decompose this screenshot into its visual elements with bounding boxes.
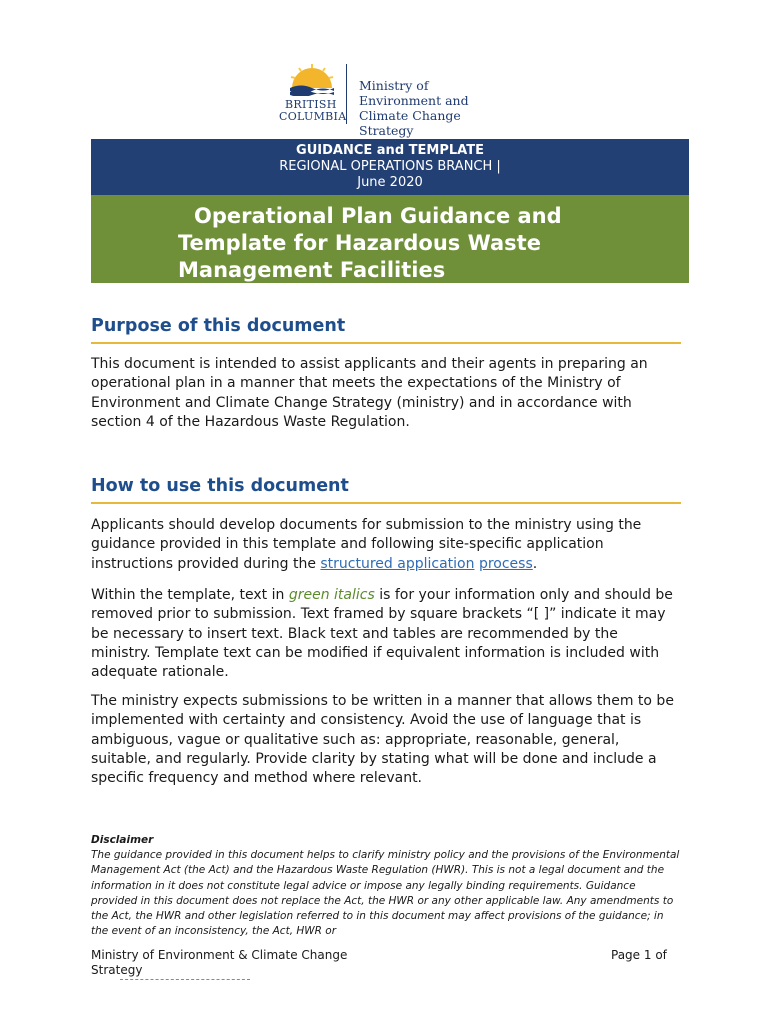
- bc-sun-emblem-icon: [287, 62, 337, 96]
- guidance-banner: [91, 139, 689, 195]
- disclaimer-block: [91, 833, 681, 939]
- howto-paragraph-2: [91, 586, 681, 682]
- footer-ministry: Ministry of Environment & Climate Change Strategy: [91, 948, 348, 977]
- title-banner: [91, 195, 689, 283]
- howto-paragraph-3: The ministry expects submissions to be written in a manner that allows them to be implemented with certainty and consistency. Avoid the use of language that is ambiguous, vague or qualitative such as: appropriate, reasonable, general, suitable, and regularly. Provide clarity by stating what will be done and include a specific frequency and method where relevant.: [91, 693, 674, 787]
- title-line-2: Template for Hazardous Waste: [178, 231, 541, 255]
- howto-heading-rule: [91, 502, 681, 504]
- howto-paragraph-1: [91, 516, 681, 574]
- howto-p1-text: Applicants should develop documents for submission to the ministry using the guidance provided in this template and following site-specific application instructions provided during the: [91, 517, 642, 572]
- title-line-1: Operational Plan Guidance and: [194, 204, 562, 228]
- ministry-name-line-3: Climate Change Strategy: [359, 108, 461, 138]
- footer-page-number: Page 1 of: [611, 948, 667, 962]
- document-title: [178, 203, 678, 284]
- banner-date: June 2020: [357, 175, 423, 190]
- howto-p2-rest: is for your information only and should be removed prior to submission. Text framed by square brackets “[ ]” indicate it may be necessary to insert text. Black text and tables are recommended by the ministry. Template text can be modified if equivalent information is included with adequate rationale.: [91, 587, 673, 681]
- structured-application-link[interactable]: structured application: [320, 555, 475, 572]
- bc-word-british: BRITISH: [285, 98, 337, 111]
- ministry-name-line-2: Environment and: [359, 93, 469, 108]
- banner-branch: REGIONAL OPERATIONS BRANCH |: [279, 159, 501, 174]
- disclaimer-heading: Disclaimer: [91, 834, 154, 846]
- logo-divider: [346, 64, 347, 124]
- green-italics-sample: green italics: [288, 587, 375, 603]
- howto-p1-end: .: [532, 555, 538, 572]
- footer-cutoff-line: [120, 979, 250, 984]
- banner-doc-type: GUIDANCE and TEMPLATE: [296, 143, 484, 158]
- disclaimer-text: The guidance provided in this document helps to clarify ministry policy and the provisions of the Environmental Management Act (the Act) and the Hazardous Waste Regulation (HWR). This is not a legal document and the information in it does not constitute legal advice or impose any legally binding requirements. Guidance provided in this document does not replace the Act, the HWR or any other applicable law. Any amendments to the Act, the HWR and other legislation referred to in this document may affect provisions of the guidance; in the event of an inconsistency, the Act, HWR or: [91, 849, 680, 938]
- howto-heading: How to use this document: [91, 476, 349, 496]
- purpose-paragraph: This document is intended to assist applicants and their agents in preparing an operational plan in a manner that meets the expectations of the Ministry of Environment and Climate Change Strategy (ministry) and in accordance with section 4 of the Hazardous Waste Regulation.: [91, 356, 648, 430]
- purpose-heading: Purpose of this document: [91, 316, 346, 336]
- purpose-heading-rule: [91, 342, 681, 344]
- bc-gov-logo: [279, 62, 509, 138]
- process-link[interactable]: process: [478, 555, 533, 572]
- howto-p2-text: Within the template, text in: [91, 587, 289, 603]
- title-line-3: Management Facilities: [178, 258, 446, 282]
- bc-word-columbia: COLUMBIA: [279, 110, 347, 123]
- ministry-name-line-1: Ministry of: [359, 78, 429, 93]
